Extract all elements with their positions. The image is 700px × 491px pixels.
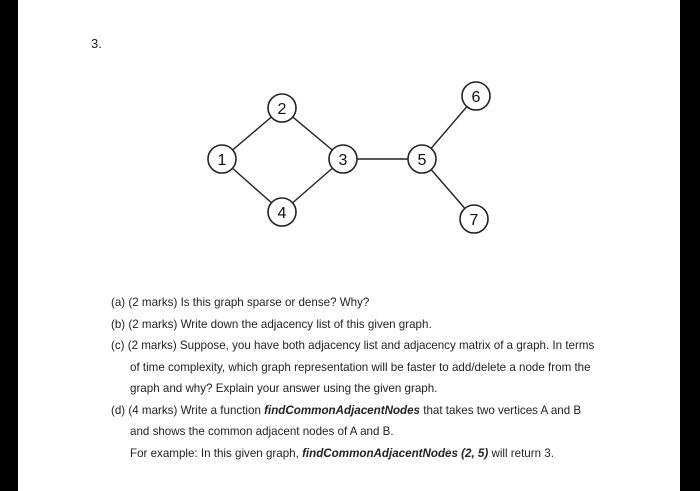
question-page	[18, 0, 680, 491]
node-label: 5	[417, 152, 427, 169]
part-a: (a) (2 marks) Is this graph sparse or dense? Why?	[111, 296, 370, 309]
node-6	[462, 82, 490, 110]
node-4	[268, 198, 296, 226]
node-7	[460, 205, 488, 233]
node-2	[268, 94, 296, 122]
question-number: 3.	[91, 36, 102, 51]
node-label: 2	[277, 101, 287, 118]
part-d-line-3	[111, 443, 656, 465]
graph-nodes	[208, 82, 490, 233]
example-suffix: will return 3.	[488, 446, 554, 460]
node-label: 4	[277, 205, 287, 222]
part-d-line-1	[111, 400, 656, 422]
node-label: 7	[469, 212, 479, 229]
function-name: findCommonAdjacentNodes	[264, 403, 421, 417]
question-parts	[111, 292, 656, 464]
part-b: (b) (2 marks) Write down the adjacency list of this given graph.	[111, 317, 432, 331]
part-d-line-2: and shows the common adjacent nodes of A and B.	[130, 425, 394, 438]
node-label: 1	[217, 152, 227, 169]
example-prefix: For example: In this given graph,	[130, 446, 303, 460]
node-label: 6	[471, 89, 481, 106]
part-c-line-2: of time complexity, which graph representation will be faster to add/delete a node from the	[130, 360, 591, 374]
graph-diagram	[18, 0, 680, 280]
node-3	[329, 145, 357, 173]
node-label: 3	[338, 152, 348, 169]
node-1	[208, 145, 236, 173]
part-d-suffix: that takes two vertices A and B	[420, 403, 582, 417]
part-d-prefix: (d) (4 marks) Write a function	[111, 403, 265, 417]
node-5	[408, 145, 436, 173]
part-c-line-3: graph and why? Explain your answer using the given graph.	[130, 382, 438, 395]
example-call: findCommonAdjacentNodes (2, 5)	[302, 446, 489, 460]
part-c-line-1: (c) (2 marks) Suppose, you have both adjacency list and adjacency matrix of a graph. In terms	[111, 339, 595, 352]
